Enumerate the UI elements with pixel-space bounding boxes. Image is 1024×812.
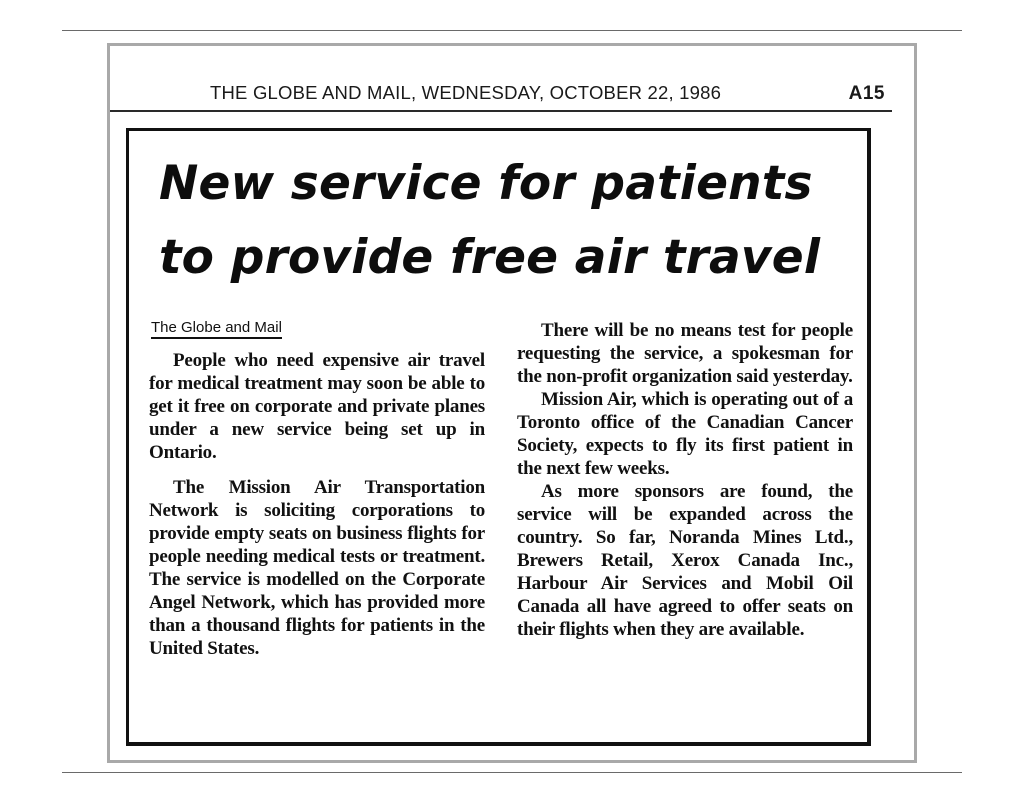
byline: The Globe and Mail (151, 319, 282, 339)
article-column-left (149, 349, 485, 660)
paragraph: As more sponsors are found, the service will be expanded across the country. So far, Noranda Mines Ltd., Brewers Retail, Xerox Canada Inc., Harbour Air Services and Mobil Oil Canada all have agreed to offer seats on their flights when they are available. (517, 481, 853, 640)
paragraph: Mission Air, which is operating out of a Toronto office of the Canadian Cancer Society, expects to fly its first patient in the next few weeks. (517, 389, 853, 479)
top-divider (62, 30, 962, 31)
article-column-right (517, 319, 853, 641)
page-number: A15 (848, 83, 885, 104)
headline-line-2: to provide free air travel (159, 230, 821, 285)
paragraph: The Mission Air Transportation Network is soliciting corporations to provide empty seats on business flights for people needing medical tests or treatment. The service is modelled on the Corporate Angel Network, which has provided more than a thousand flights for patients in the United States. (149, 477, 485, 659)
headline-line-1: New service for patients (159, 156, 813, 211)
masthead-text: THE GLOBE AND MAIL, WEDNESDAY, OCTOBER 22, 1986 (210, 82, 722, 103)
headline (159, 147, 869, 295)
masthead-rule (110, 110, 892, 112)
paragraph: People who need expensive air travel for medical treatment may soon be able to get it free on corporate and private planes under a new service being set up in Ontario. (149, 350, 485, 463)
masthead (210, 82, 885, 105)
paragraph: There will be no means test for people requesting the service, a spokesman for the non-profit organization said yesterday. (517, 320, 853, 387)
newspaper-clipping-image (107, 43, 917, 763)
bottom-divider (62, 772, 962, 773)
article-box (126, 128, 871, 746)
